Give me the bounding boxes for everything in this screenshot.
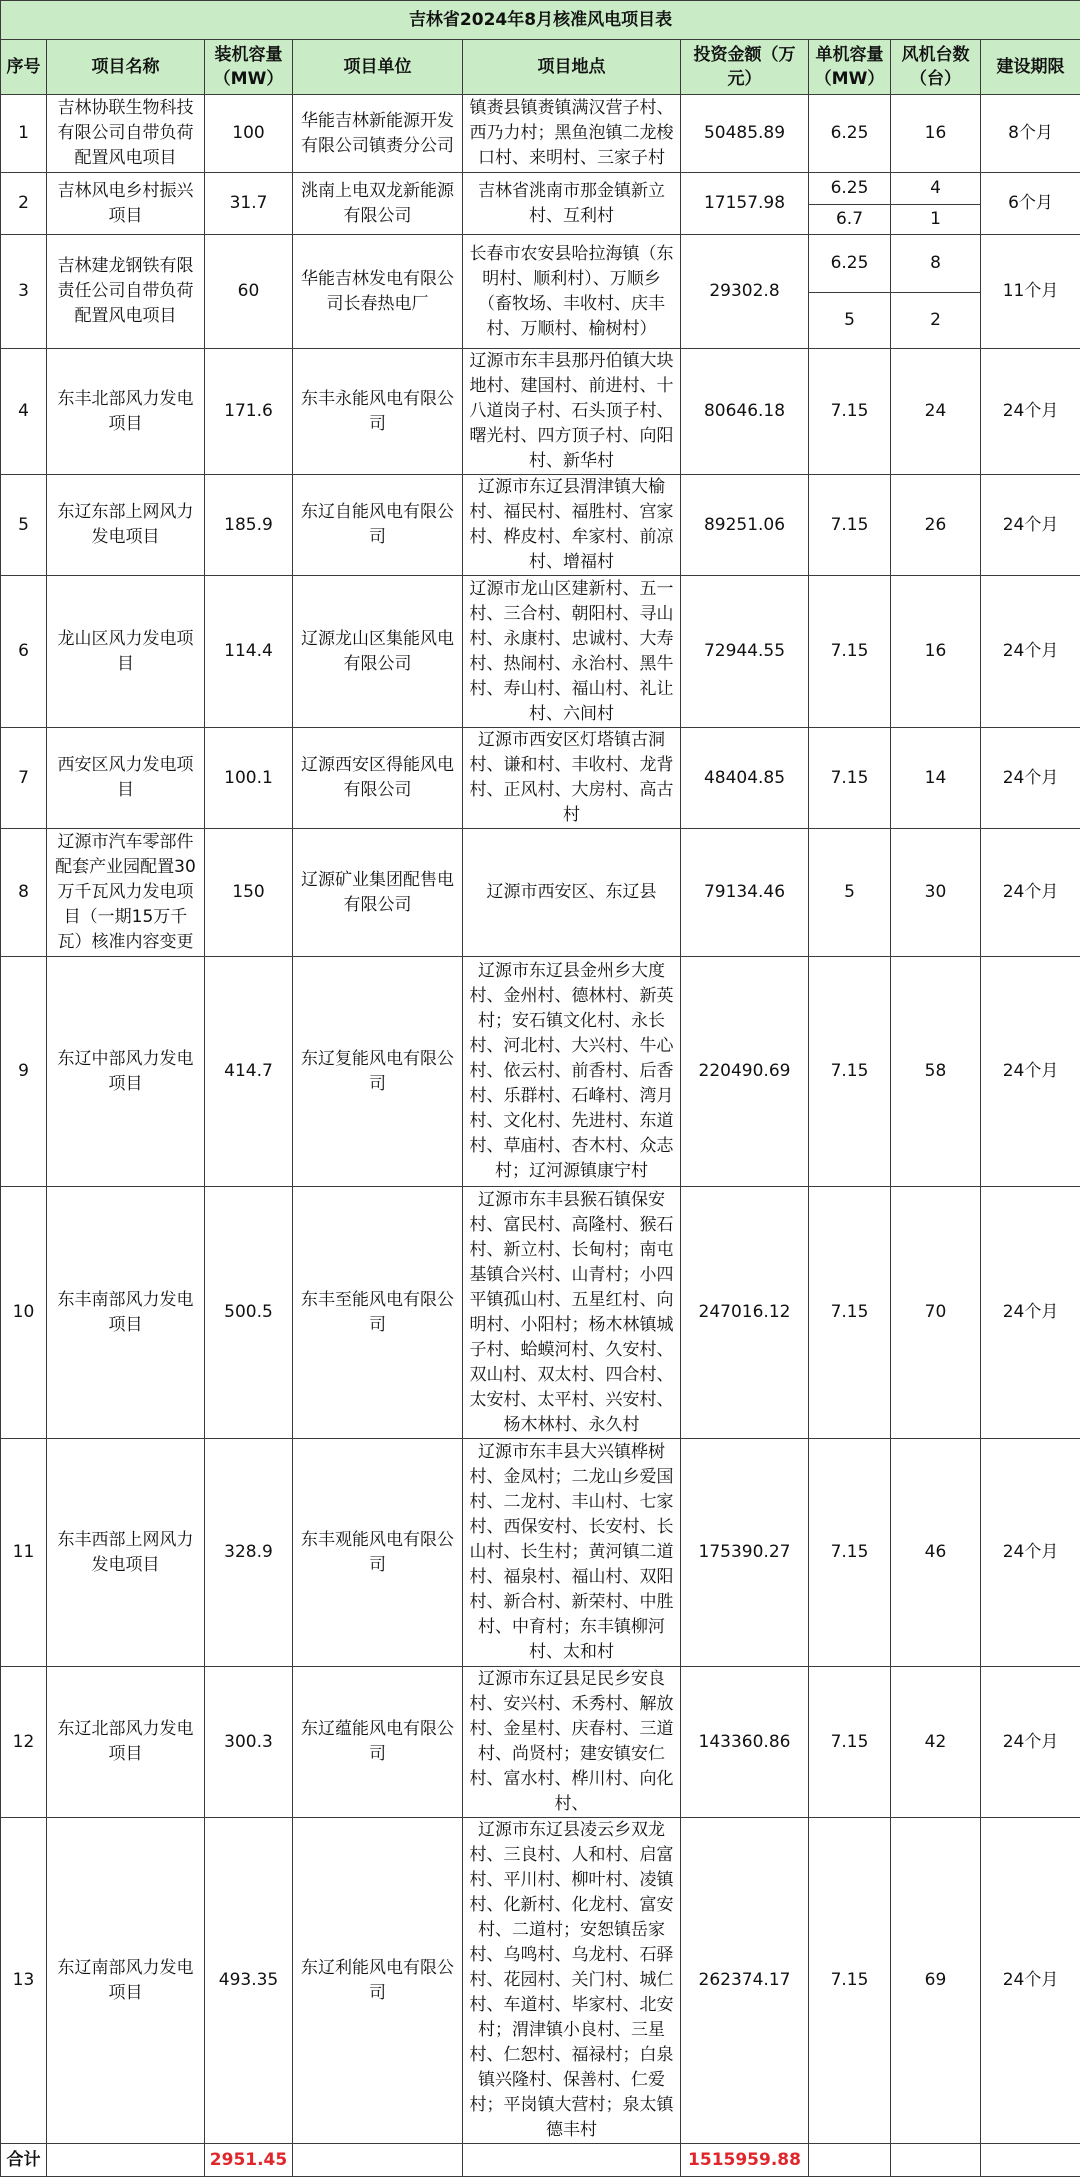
total-empty-name	[47, 2144, 205, 2177]
total-empty-count	[891, 2144, 981, 2177]
cell-turbine-count: 26	[891, 475, 981, 576]
cell-single-capacity: 7.15	[809, 957, 891, 1187]
cell-capacity: 493.35	[205, 1818, 293, 2144]
header-period: 建设期限	[981, 40, 1080, 95]
cell-no: 8	[1, 829, 47, 957]
table-row	[1, 475, 1080, 576]
cell-project-name: 东辽东部上网风力发电项目	[47, 475, 205, 576]
table-row	[1, 1187, 1080, 1439]
cell-invest: 220490.69	[681, 957, 809, 1187]
cell-project-name: 东丰南部风力发电项目	[47, 1187, 205, 1439]
cell-no: 12	[1, 1667, 47, 1818]
cell-invest: 48404.85	[681, 728, 809, 829]
cell-unit: 东丰至能风电有限公司	[293, 1187, 463, 1439]
cell-turbine-count: 69	[891, 1818, 981, 2144]
cell-no: 2	[1, 173, 47, 235]
cell-turbine-count: 16	[891, 576, 981, 728]
cell-project-name: 东辽中部风力发电项目	[47, 957, 205, 1187]
header-unit: 项目单位	[293, 40, 463, 95]
cell-no: 5	[1, 475, 47, 576]
cell-single-capacity: 5	[809, 829, 891, 957]
cell-unit: 东辽利能风电有限公司	[293, 1818, 463, 2144]
table-row	[1, 1667, 1080, 1818]
cell-invest: 89251.06	[681, 475, 809, 576]
table-row	[1, 728, 1080, 829]
cell-capacity: 100.1	[205, 728, 293, 829]
cell-no: 4	[1, 349, 47, 475]
cell-turbine-count: 70	[891, 1187, 981, 1439]
cell-period: 24个月	[981, 1818, 1080, 2144]
cell-project-name: 辽源市汽车零部件配套产业园配置30万千瓦风力发电项目（一期15万千瓦）核准内容变更	[47, 829, 205, 957]
total-label: 合计	[1, 2144, 47, 2177]
cell-period: 6个月	[981, 173, 1080, 235]
cell-invest: 50485.89	[681, 95, 809, 173]
cell-single-capacity: 7.15	[809, 1818, 891, 2144]
cell-unit: 洮南上电双龙新能源有限公司	[293, 173, 463, 235]
cell-period: 24个月	[981, 1439, 1080, 1667]
total-capacity: 2951.45	[205, 2144, 293, 2177]
cell-capacity: 328.9	[205, 1439, 293, 1667]
cell-capacity: 185.9	[205, 475, 293, 576]
cell-turbine-count: 42	[891, 1667, 981, 1818]
header-single: 单机容量（MW）	[809, 40, 891, 95]
cell-single-capacity: 6.25	[809, 173, 891, 205]
cell-project-name: 东辽北部风力发电项目	[47, 1667, 205, 1818]
cell-turbine-count: 30	[891, 829, 981, 957]
cell-single-capacity: 7.15	[809, 1667, 891, 1818]
cell-unit: 东辽复能风电有限公司	[293, 957, 463, 1187]
header-capacity: 装机容量（MW）	[205, 40, 293, 95]
cell-no: 9	[1, 957, 47, 1187]
cell-project-name: 东辽南部风力发电项目	[47, 1818, 205, 2144]
cell-turbine-count: 46	[891, 1439, 981, 1667]
cell-location: 镇赉县镇赉镇满汉营子村、西乃力村；黑鱼泡镇二龙梭口村、来明村、三家子村	[463, 95, 681, 173]
cell-project-name: 吉林风电乡村振兴项目	[47, 173, 205, 235]
cell-invest: 17157.98	[681, 173, 809, 235]
cell-capacity: 60	[205, 235, 293, 349]
cell-unit: 东丰永能风电有限公司	[293, 349, 463, 475]
cell-invest: 72944.55	[681, 576, 809, 728]
cell-single-capacity: 7.15	[809, 1439, 891, 1667]
cell-period: 11个月	[981, 235, 1080, 349]
cell-turbine-count: 14	[891, 728, 981, 829]
total-row	[1, 2144, 1080, 2177]
cell-location: 辽源市西安区灯塔镇古洞村、谦和村、丰收村、龙背村、正风村、大房村、高古村	[463, 728, 681, 829]
cell-location: 辽源市东辽县金州乡大度村、金州村、德林村、新英村；安石镇文化村、永长村、河北村、大兴村、牛心村、依云村、前香村、后香村、乐群村、石峰村、湾月村、文化村、先进村、东道村、草庙村、杏木村、众志村；辽河源镇康宁村	[463, 957, 681, 1187]
cell-location: 辽源市东丰县猴石镇保安村、富民村、高隆村、猴石村、新立村、长甸村；南屯基镇合兴村、山青村；小四平镇孤山村、五星红村、向明村、小阳村；杨木林镇城子村、蛤蟆河村、久安村、双山村、双太村、四合村、太安村、太平村、兴安村、杨木林村、永久村	[463, 1187, 681, 1439]
cell-unit: 东辽蕴能风电有限公司	[293, 1667, 463, 1818]
cell-single-capacity: 7.15	[809, 728, 891, 829]
cell-project-name: 龙山区风力发电项目	[47, 576, 205, 728]
cell-capacity: 171.6	[205, 349, 293, 475]
cell-unit: 华能吉林新能源开发有限公司镇赉分公司	[293, 95, 463, 173]
cell-unit: 华能吉林发电有限公司长春热电厂	[293, 235, 463, 349]
cell-capacity: 414.7	[205, 957, 293, 1187]
cell-invest: 175390.27	[681, 1439, 809, 1667]
cell-location: 辽源市龙山区建新村、五一村、三合村、朝阳村、寻山村、永康村、忠诚村、大寿村、热闹村、永治村、黑牛村、寿山村、福山村、礼让村、六间村	[463, 576, 681, 728]
cell-no: 11	[1, 1439, 47, 1667]
cell-no: 10	[1, 1187, 47, 1439]
cell-location: 辽源市东辽县足民乡安良村、安兴村、禾秀村、解放村、金星村、庆春村、三道村、尚贤村；建安镇安仁村、富水村、桦川村、向化村、	[463, 1667, 681, 1818]
cell-single-capacity: 7.15	[809, 475, 891, 576]
cell-turbine-count: 2	[891, 293, 981, 349]
table-row	[1, 576, 1080, 728]
cell-period: 24个月	[981, 829, 1080, 957]
cell-invest: 29302.8	[681, 235, 809, 349]
cell-location: 辽源市东辽县渭津镇大榆村、福民村、福胜村、宫家村、桦皮村、牟家村、前凉村、增福村	[463, 475, 681, 576]
cell-location: 辽源市东丰县那丹伯镇大块地村、建国村、前进村、十八道岗子村、石头顶子村、曙光村、四方顶子村、向阳村、新华村	[463, 349, 681, 475]
cell-capacity: 100	[205, 95, 293, 173]
cell-single-capacity: 6.25	[809, 95, 891, 173]
cell-unit: 东辽自能风电有限公司	[293, 475, 463, 576]
cell-capacity: 31.7	[205, 173, 293, 235]
table-row	[1, 173, 1080, 205]
table-row	[1, 95, 1080, 173]
cell-single-capacity: 7.15	[809, 349, 891, 475]
table-row	[1, 349, 1080, 475]
cell-invest: 247016.12	[681, 1187, 809, 1439]
cell-period: 24个月	[981, 576, 1080, 728]
cell-capacity: 300.3	[205, 1667, 293, 1818]
cell-location: 辽源市东丰县大兴镇桦树村、金凤村；二龙山乡爱国村、二龙村、丰山村、七家村、西保安村、长安村、长山村、长生村；黄河镇二道村、福泉村、福山村、双阳村、新合村、新荣村、中胜村、中育村；东丰镇柳河村、太和村	[463, 1439, 681, 1667]
cell-no: 3	[1, 235, 47, 349]
cell-turbine-count: 16	[891, 95, 981, 173]
cell-single-capacity: 7.15	[809, 576, 891, 728]
cell-period: 24个月	[981, 475, 1080, 576]
cell-period: 24个月	[981, 349, 1080, 475]
cell-location: 吉林省洮南市那金镇新立村、互利村	[463, 173, 681, 235]
table-title: 吉林省2024年8月核准风电项目表	[1, 1, 1080, 40]
cell-invest: 80646.18	[681, 349, 809, 475]
cell-single-capacity: 5	[809, 293, 891, 349]
header-count: 风机台数（台）	[891, 40, 981, 95]
cell-location: 长春市农安县哈拉海镇（东明村、顺利村）、万顺乡（畜牧场、丰收村、庆丰村、万顺村、榆树村）	[463, 235, 681, 349]
cell-turbine-count: 8	[891, 235, 981, 293]
cell-period: 24个月	[981, 728, 1080, 829]
table-row	[1, 957, 1080, 1187]
cell-capacity: 500.5	[205, 1187, 293, 1439]
cell-invest: 79134.46	[681, 829, 809, 957]
cell-turbine-count: 58	[891, 957, 981, 1187]
cell-invest: 262374.17	[681, 1818, 809, 2144]
cell-no: 7	[1, 728, 47, 829]
cell-location: 辽源市东辽县凌云乡双龙村、三良村、人和村、启富村、平川村、柳叶村、凌镇村、化新村、化龙村、富安村、二道村；安恕镇岳家村、乌鸣村、乌龙村、石驿村、花园村、关门村、城仁村、车道村、毕家村、北安村；渭津镇小良村、三星村、仁恕村、福禄村；白泉镇兴隆村、保善村、仁爱村；平岗镇大营村；泉太镇德丰村	[463, 1818, 681, 2144]
cell-single-capacity: 7.15	[809, 1187, 891, 1439]
cell-unit: 辽源西安区得能风电有限公司	[293, 728, 463, 829]
cell-turbine-count: 1	[891, 205, 981, 235]
header-location: 项目地点	[463, 40, 681, 95]
cell-no: 13	[1, 1818, 47, 2144]
header-row	[1, 40, 1080, 95]
cell-turbine-count: 24	[891, 349, 981, 475]
total-empty-location	[463, 2144, 681, 2177]
cell-single-capacity: 6.7	[809, 205, 891, 235]
cell-unit: 东丰观能风电有限公司	[293, 1439, 463, 1667]
total-empty-single	[809, 2144, 891, 2177]
cell-single-capacity: 6.25	[809, 235, 891, 293]
total-empty-period	[981, 2144, 1080, 2177]
table-row	[1, 235, 1080, 293]
cell-project-name: 吉林建龙钢铁有限责任公司自带负荷配置风电项目	[47, 235, 205, 349]
cell-period: 24个月	[981, 1187, 1080, 1439]
cell-period: 24个月	[981, 1667, 1080, 1818]
cell-no: 6	[1, 576, 47, 728]
cell-no: 1	[1, 95, 47, 173]
cell-project-name: 东丰北部风力发电项目	[47, 349, 205, 475]
cell-capacity: 150	[205, 829, 293, 957]
cell-project-name: 东丰西部上网风力发电项目	[47, 1439, 205, 1667]
cell-capacity: 114.4	[205, 576, 293, 728]
header-invest: 投资金额（万元）	[681, 40, 809, 95]
cell-invest: 143360.86	[681, 1667, 809, 1818]
cell-unit: 辽源龙山区集能风电有限公司	[293, 576, 463, 728]
total-invest: 1515959.88	[681, 2144, 809, 2177]
cell-period: 24个月	[981, 957, 1080, 1187]
total-empty-unit	[293, 2144, 463, 2177]
table-row	[1, 1439, 1080, 1667]
cell-period: 8个月	[981, 95, 1080, 173]
cell-unit: 辽源矿业集团配售电有限公司	[293, 829, 463, 957]
header-name: 项目名称	[47, 40, 205, 95]
cell-turbine-count: 4	[891, 173, 981, 205]
header-no: 序号	[1, 40, 47, 95]
cell-project-name: 吉林协联生物科技有限公司自带负荷配置风电项目	[47, 95, 205, 173]
cell-location: 辽源市西安区、东辽县	[463, 829, 681, 957]
cell-project-name: 西安区风力发电项目	[47, 728, 205, 829]
table-row	[1, 829, 1080, 957]
